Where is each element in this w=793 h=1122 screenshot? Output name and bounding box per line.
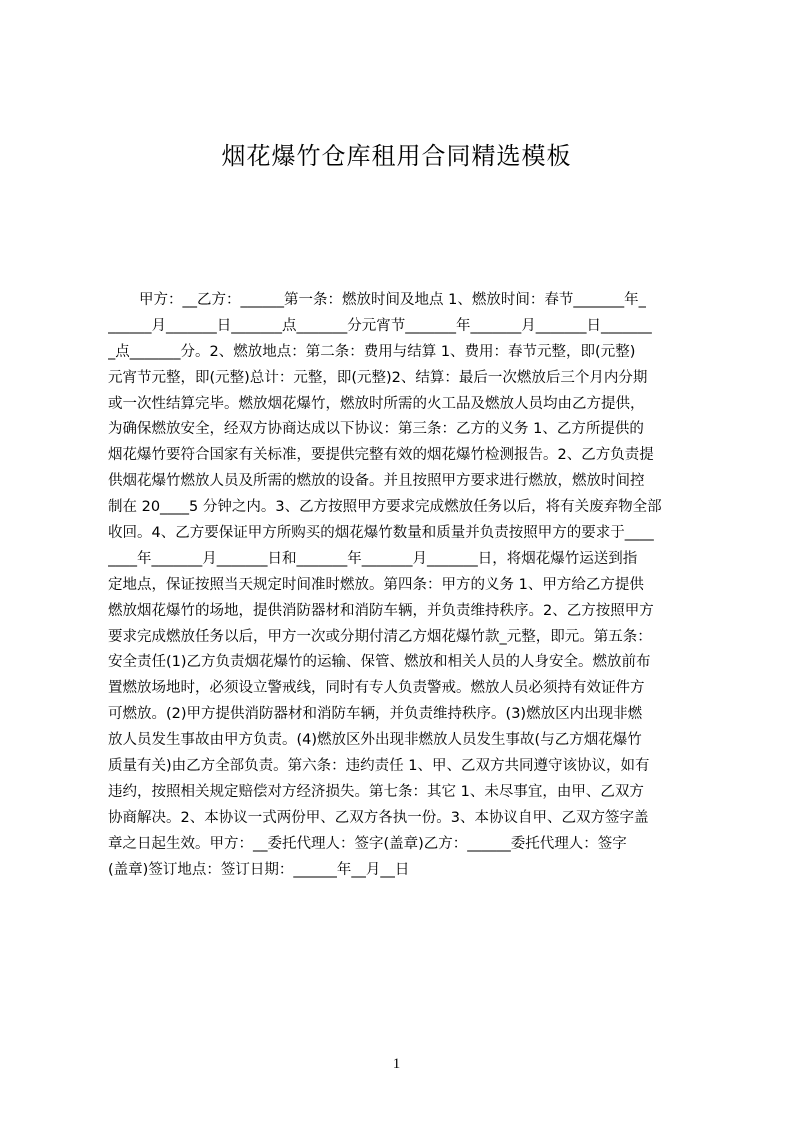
body-line: 放人员发生事故由甲方负责。(4)燃放区外出现非燃放人员发生事故(与乙方烟花爆竹: [108, 732, 642, 749]
body-line: 烟花爆竹要符合国家有关标准，要提供完整有效的烟花爆竹检测报告。2、乙方负责提: [108, 447, 654, 464]
body-line: 置燃放场地时，必须设立警戒线，同时有专人负责警戒。燃放人员必须持有效证件方: [108, 680, 645, 697]
body-line: 要求完成燃放任务以后，甲方一次或分期付清乙方烟花爆竹款_元整，即元。第五条：: [108, 628, 652, 645]
document-title: 烟花爆竹仓库租用合同精选模板: [221, 142, 572, 170]
body-line: 定地点，保证按照当天规定时间准时燃放。第四条：甲方的义务 1、甲方给乙方提供: [108, 576, 644, 593]
page-number: 1: [392, 1056, 401, 1072]
body-line: 燃放烟花爆竹的场地，提供消防器材和消防车辆，并负责维持秩序。2、乙方按照甲方: [108, 602, 654, 619]
body-line: 收回。4、乙方要保证甲方所购买的烟花爆竹数量和质量并负责按照甲方的要求于____: [108, 525, 654, 542]
body-line: 制在 20____5 分钟之内。3、乙方按照甲方要求完成燃放任务以后，将有关废弃物全部: [108, 499, 662, 516]
body-line: _点_______分。2、燃放地点：第二条：费用与结算 1、费用：春节元整，即(元整): [108, 343, 636, 360]
body-line: 安全责任(1)乙方负责烟花爆竹的运输、保管、燃放和相关人员的人身安全。燃放前布: [108, 654, 651, 671]
body-line: 质量有关)由乙方全部负责。第六条：违约责任 1、甲、乙双方共同遵守该协议，如有: [108, 758, 650, 775]
body-line: 或一次性结算完毕。燃放烟花爆竹，燃放时所需的火工品及燃放人员均由乙方提供，: [108, 395, 645, 412]
body-line: 章之日起生效。甲方：__委托代理人：签字(盖章)乙方：______委托代理人：签字: [108, 835, 627, 852]
body-line: ______月_______日_______点_______分元宵节_______年_______月_______日_______: [108, 317, 652, 334]
body-line: 可燃放。(2)甲方提供消防器材和消防车辆，并负责维持秩序。(3)燃放区内出现非燃: [108, 706, 643, 723]
body-line: (盖章)签订地点：签订日期：______年__月__日: [108, 861, 410, 878]
body-line: ____年_______月_______日和_______年_______月_______日，将烟花爆竹运送到指: [108, 550, 638, 567]
body-line: 为确保燃放安全，经双方协商达成以下协议：第三条：乙方的义务 1、乙方所提供的: [108, 421, 644, 438]
body-line: 协商解决。2、本协议一式两份甲、乙双方各执一份。3、本协议自甲、乙双方签字盖: [108, 809, 649, 826]
body-line: 甲方：__乙方：______第一条：燃放时间及地点 1、燃放时间：春节_______年_: [139, 292, 646, 308]
body-line: 元宵节元整，即(元整)总计：元整，即(元整)2、结算：最后一次燃放后三个月内分期: [108, 369, 648, 386]
contract-body: [108, 288, 698, 908]
body-line: 供烟花爆竹燃放人员及所需的燃放的设备。并且按照甲方要求进行燃放，燃放时间控: [108, 473, 645, 490]
body-line: 违约，按照相关规定赔偿对方经济损失。第七条：其它 1、未尽事宜，由甲、乙双方: [108, 783, 644, 800]
